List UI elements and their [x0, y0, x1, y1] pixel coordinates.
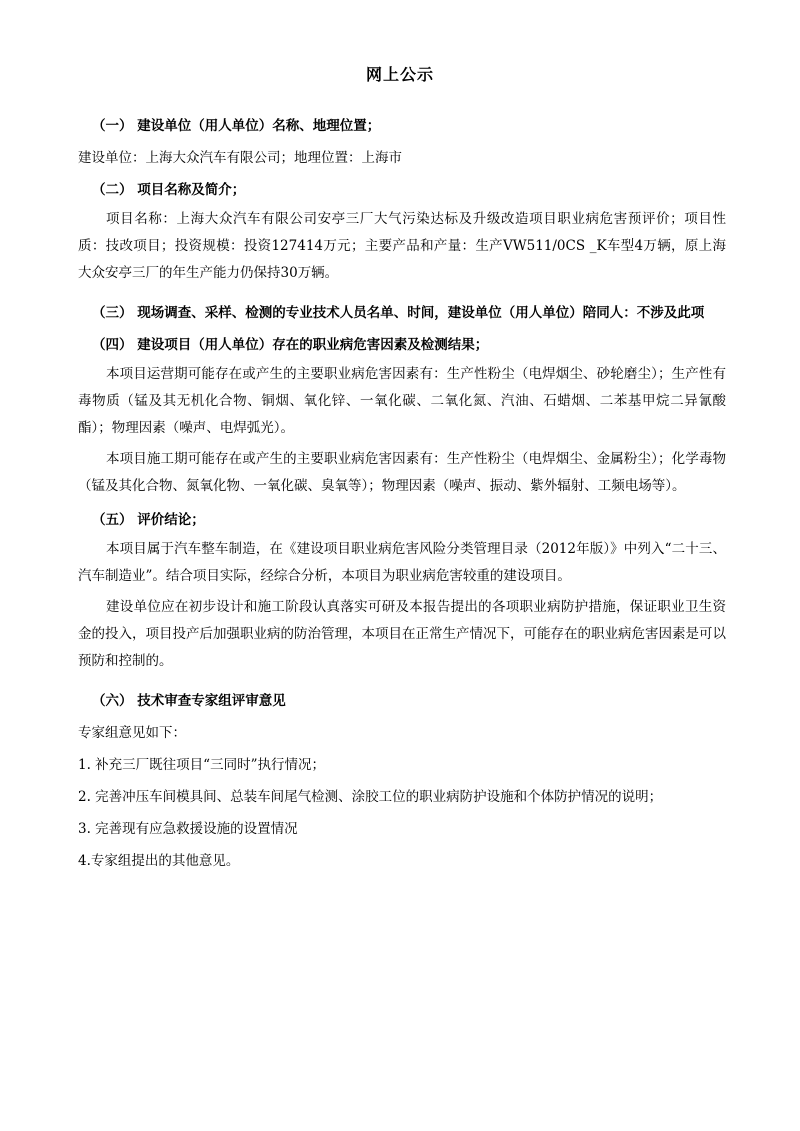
- section-6-paragraph-1: 专家组意见如下：: [78, 725, 186, 741]
- document-title: 网上公示: [365, 65, 434, 84]
- section-1-heading: （一） 建设单位（用人单位）名称、地理位置；: [92, 118, 381, 134]
- section-3-heading: （三） 现场调查、采样、检测的专业技术人员名单、时间，建设单位（用人单位）陪同人：不涉及此项: [92, 305, 705, 321]
- expert-opinion-1: 1. 补充三厂既往项目“三同时”执行情况；: [78, 757, 325, 773]
- section-5-paragraph-2: 建设单位应在初步设计和施工阶段认真落实可研及本报告提出的各项职业病防护措施，保证职业卫生资金的投入，项目投产后加强职业病的防治管理，本项目在正常生产情况下，可能存在的职业病危害因素是可以预防和控制的。: [78, 599, 726, 669]
- expert-opinion-3: 3. 完善现有应急救援设施的设置情况: [78, 821, 298, 837]
- section-4-paragraph-2: 本项目施工期可能存在或产生的主要职业病危害因素有：生产性粉尘（电焊烟尘、金属粉尘）；化学毒物（锰及其化合物、氮氧化物、一氧化碳、臭氧等）；物理因素（噪声、振动、紫外辐射、工频电场等）。: [78, 451, 726, 494]
- section-6-heading: （六） 技术审查专家组评审意见: [92, 693, 286, 709]
- section-5-paragraph-1: 本项目属于汽车整车制造，在《建设项目职业病危害风险分类管理目录（2012年版）》中列入“二十三、汽车制造业”。结合项目实际，经综合分析，本项目为职业病危害较重的建设项目。: [78, 541, 726, 584]
- expert-opinion-4: 4.专家组提出的其他意见。: [78, 853, 240, 869]
- section-1-paragraph-1: 建设单位：上海大众汽车有限公司；地理位置：上海市: [78, 150, 402, 166]
- section-2-paragraph-1: 项目名称：上海大众汽车有限公司安亭三厂大气污染达标及升级改造项目职业病危害预评价；项目性质：技改项目；投资规模：投资127414万元；主要产品和产量：生产VW511/0CS _K车型4万辆，原上海大众安亭三厂的年生产能力仍保持30万辆。: [78, 211, 726, 281]
- expert-opinion-2: 2. 完善冲压车间模具间、总装车间尾气检测、涂胶工位的职业病防护设施和个体防护情况的说明；: [78, 789, 663, 805]
- expert-opinion-list: [78, 749, 726, 877]
- section-2-heading: （二） 项目名称及简介；: [92, 182, 246, 198]
- document-body: [78, 110, 726, 877]
- section-4-paragraph-1: 本项目运营期可能存在或产生的主要职业病危害因素有：生产性粉尘（电焊烟尘、砂轮磨尘）；生产性有毒物质（锰及其无机化合物、铜烟、氧化锌、一氧化碳、二氧化氮、汽油、石蜡烟、二苯基甲烷二异氰酸酯）；物理因素（噪声、电焊弧光）。: [78, 366, 726, 436]
- section-4-heading: （四） 建设项目（用人单位）存在的职业病危害因素及检测结果；: [92, 337, 489, 353]
- section-5-heading: （五） 评价结论；: [92, 512, 205, 528]
